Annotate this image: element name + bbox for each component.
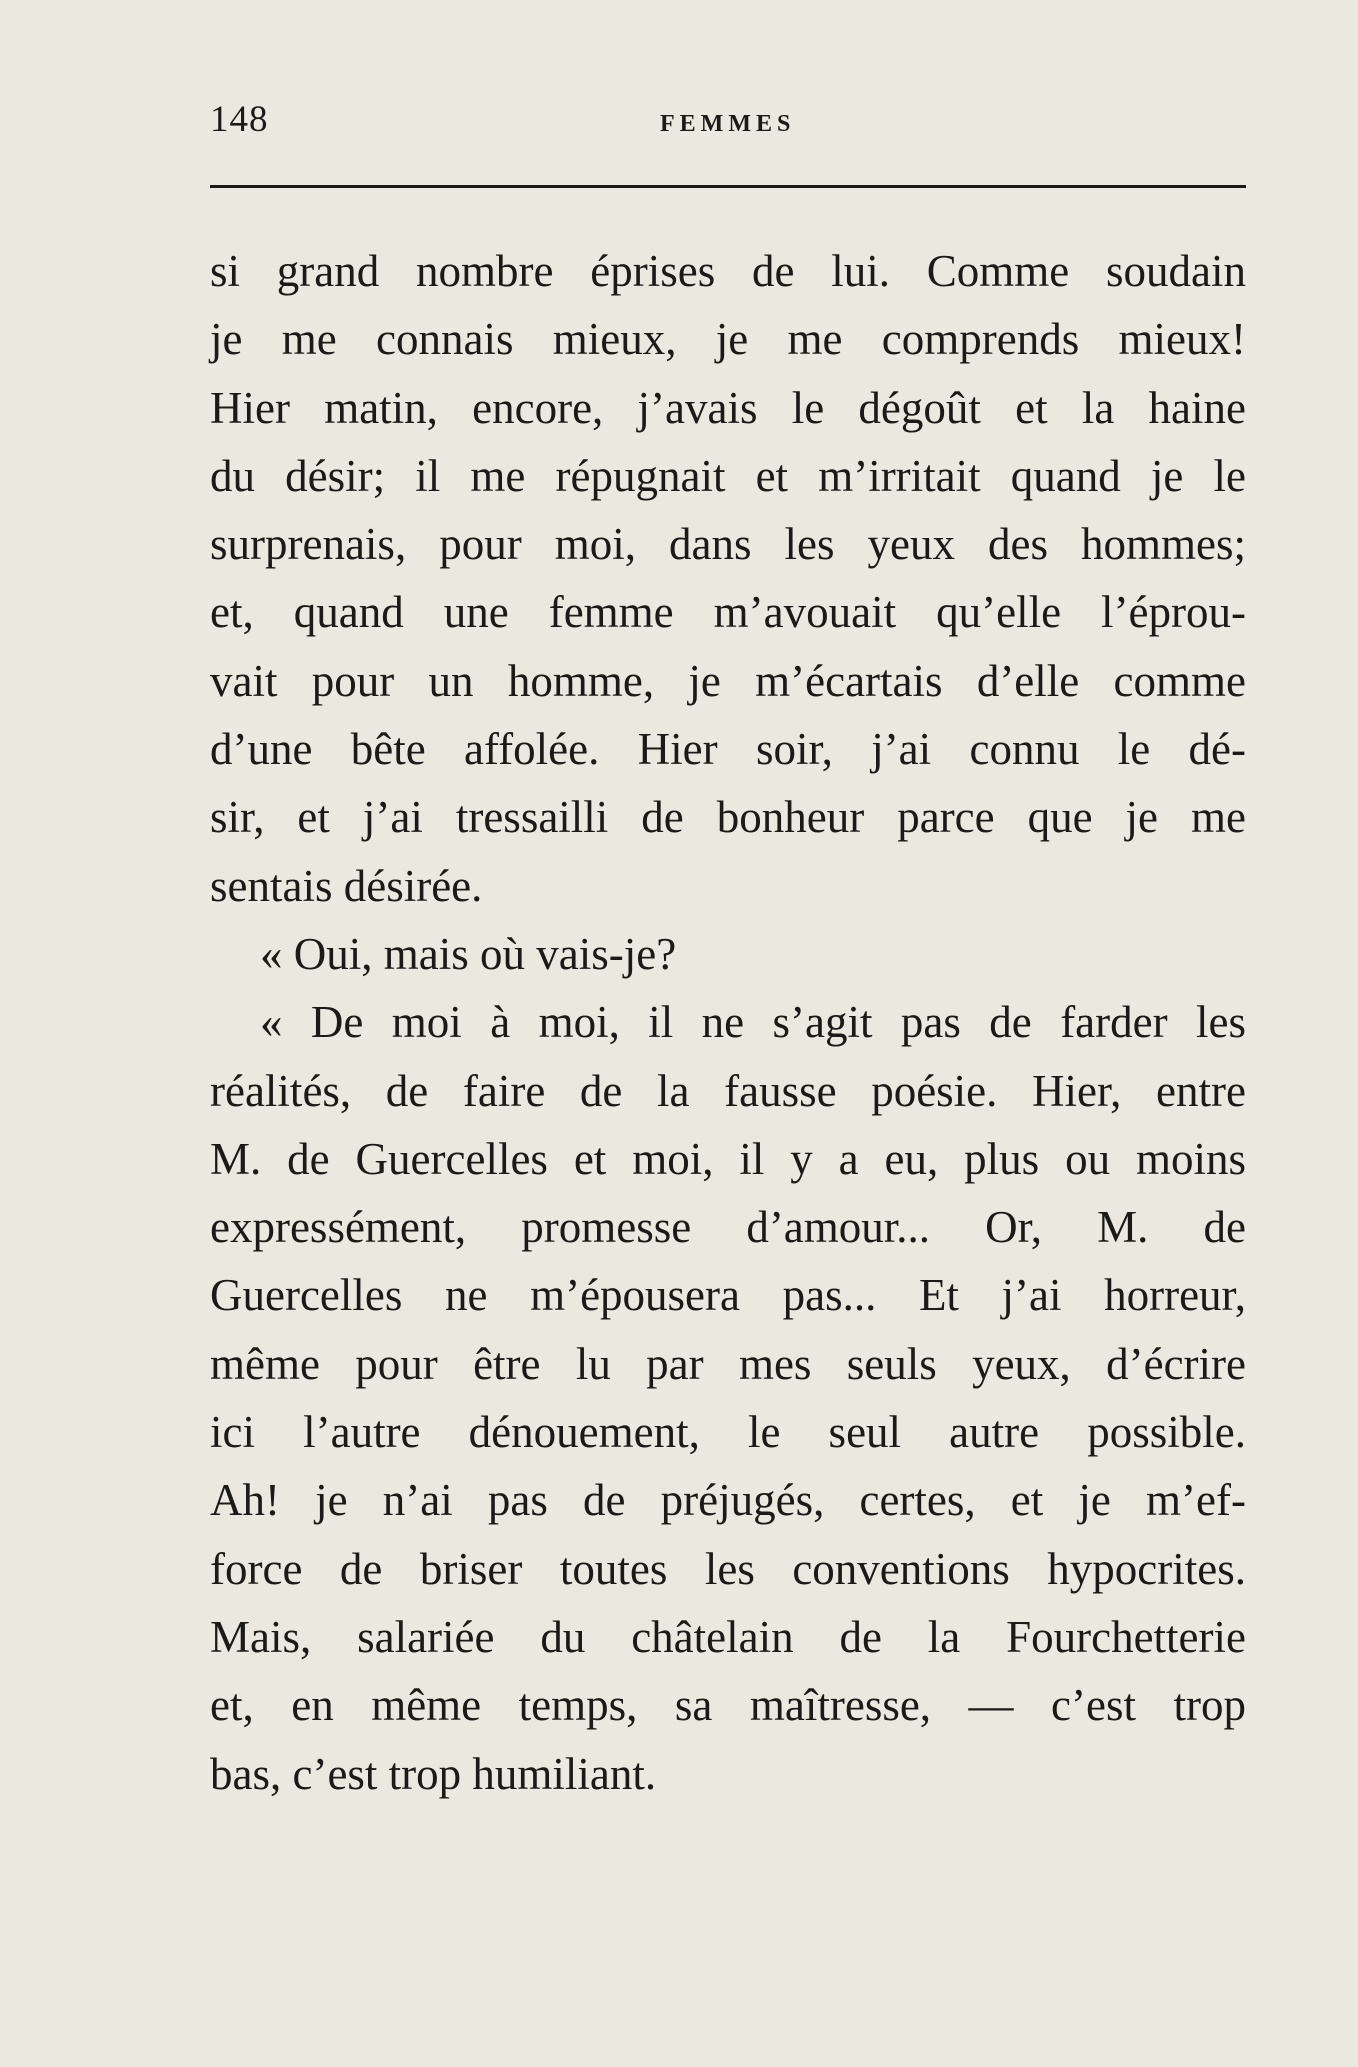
text-line: et, quand une femme m’avouait qu’elle l’éprou- — [210, 587, 1246, 638]
text-line: Mais, salariée du châtelain de la Fourchetterie — [210, 1611, 1246, 1662]
running-title: FEMMES — [660, 111, 796, 137]
text-line: Guercelles ne m’épousera pas... Et j’ai horreur, — [210, 1270, 1246, 1321]
text-line: d’une bête affolée. Hier soir, j’ai connu le dé- — [210, 724, 1246, 775]
text-line: surprenais, pour moi, dans les yeux des hommes; — [210, 519, 1246, 570]
body-text — [210, 237, 1246, 1808]
text-line: « Oui, mais où vais-je? — [260, 928, 677, 979]
text-line: force de briser toutes les conventions hypocrites. — [210, 1543, 1246, 1594]
text-line: sentais désirée. — [210, 860, 483, 911]
text-line: expressément, promesse d’amour... Or, M. de — [210, 1202, 1246, 1253]
text-line: M. de Guercelles et moi, il y a eu, plus ou moins — [210, 1133, 1246, 1184]
text-line: bas, c’est trop humiliant. — [210, 1748, 657, 1799]
text-line: ici l’autre dénouement, le seul autre possible. — [210, 1407, 1246, 1458]
text-line: si grand nombre éprises de lui. Comme soudain — [210, 246, 1246, 296]
text-line: Hier matin, encore, j’avais le dégoût et la haine — [210, 382, 1246, 433]
text-line: réalités, de faire de la fausse poésie. Hier, entre — [210, 1065, 1246, 1116]
page-number: 148 — [210, 99, 269, 140]
text-line: sir, et j’ai tressailli de bonheur parce que je me — [210, 792, 1246, 843]
text-line: « De moi à moi, il ne s’agit pas de farder les — [260, 997, 1246, 1048]
text-line: du désir; il me répugnait et m’irritait quand je le — [210, 450, 1246, 501]
text-line: et, en même temps, sa maîtresse, — c’est trop — [210, 1680, 1246, 1731]
text-line: Ah! je n’ai pas de préjugés, certes, et je m’ef- — [210, 1475, 1246, 1526]
header-rule — [210, 185, 1246, 188]
text-line: vait pour un homme, je m’écartais d’elle comme — [210, 655, 1246, 706]
text-line: même pour être lu par mes seuls yeux, d’écrire — [210, 1338, 1246, 1389]
text-line: je me connais mieux, je me comprends mieux! — [210, 314, 1246, 365]
